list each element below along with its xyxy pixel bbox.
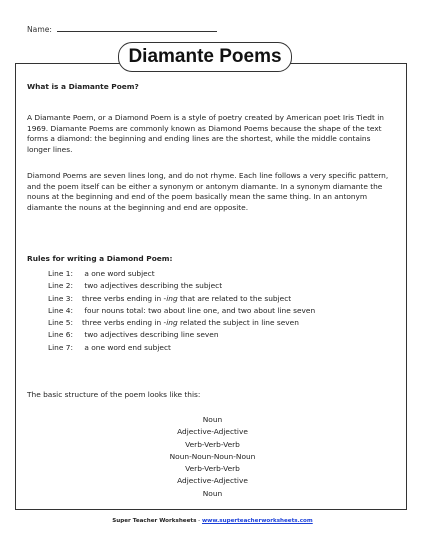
- rule-text: a one word end subject: [84, 342, 171, 352]
- name-label: Name:: [27, 25, 52, 34]
- footer: [0, 518, 425, 524]
- structure-line: Adjective-Adjective: [177, 427, 248, 437]
- rule-line-2: [48, 280, 315, 292]
- structure-line: Noun-Noun-Noun-Noun: [169, 451, 256, 461]
- footer-brand: Super Teacher Worksheets: [112, 518, 197, 524]
- footer-link[interactable]: www.superteacherworksheets.com: [201, 518, 313, 524]
- rule-text: four nouns total: two about line one, and two about line seven: [84, 305, 316, 315]
- rule-text-before: three verbs ending in -: [82, 318, 167, 328]
- structure-line: Noun: [202, 415, 223, 424]
- structure-line: Verb-Verb-Verb: [185, 464, 240, 474]
- poem-structure: [0, 414, 425, 500]
- intro-paragraph-2: Diamond Poems are seven lines long, and do not rhyme. Each line follows a very specific pattern, and the poem itself can be either a synonym or antonym diamante. In a synonym diamante the nouns at the beginning and end of the poem basically mean the same thing. In an antonym diamante the nouns at the beginning and end are opposite.: [27, 171, 389, 212]
- rule-label: Line 6:: [48, 330, 73, 340]
- intro-paragraph-1: A Diamante Poem, or a Diamond Poem is a style of poetry created by American poet Iris Tiedt in 1969. Diamante Poems are commonly known as Diamond Poems because the shape of the text forms a diamond: the beginning and ending lines are the shortest, while the middle contains longer lines.: [27, 113, 384, 154]
- name-field-row: [27, 24, 217, 34]
- rule-text-after: that are related to the subject: [177, 293, 292, 303]
- page-title: Diamante Poems: [118, 42, 292, 72]
- rule-label: Line 3:: [48, 293, 73, 303]
- rule-label: Line 2:: [48, 281, 73, 291]
- name-blank-line[interactable]: [57, 24, 217, 32]
- rule-line-4: [48, 305, 315, 317]
- rule-label: Line 4:: [48, 305, 73, 315]
- rule-label: Line 1:: [48, 269, 73, 278]
- rule-text: two adjectives describing line seven: [84, 330, 219, 340]
- rules-list: [48, 268, 315, 354]
- rules-heading: Rules for writing a Diamond Poem:: [27, 254, 173, 263]
- rule-text-before: three verbs ending in -: [82, 293, 167, 303]
- structure-line: Noun: [202, 488, 223, 498]
- rule-label: Line 5:: [48, 318, 73, 328]
- rule-text: two adjectives describing the subject: [84, 281, 223, 291]
- rule-text-italic: ing: [166, 293, 178, 303]
- rule-line-1: [48, 268, 315, 280]
- structure-line: Verb-Verb-Verb: [185, 439, 240, 449]
- rule-text-after: related the subject in line seven: [177, 318, 299, 328]
- rule-text: a one word subject: [84, 269, 155, 278]
- rule-text-italic: ing: [166, 318, 178, 328]
- rule-line-7: [48, 342, 315, 354]
- intro-heading: What is a Diamante Poem?: [27, 82, 139, 91]
- rule-line-3: [48, 293, 315, 305]
- structure-line: Adjective-Adjective: [177, 476, 248, 486]
- footer-separator: -: [196, 518, 202, 524]
- rule-line-6: [48, 329, 315, 341]
- structure-intro: The basic structure of the poem looks like this:: [27, 390, 201, 399]
- rule-line-5: [48, 317, 315, 329]
- rule-label: Line 7:: [48, 342, 73, 352]
